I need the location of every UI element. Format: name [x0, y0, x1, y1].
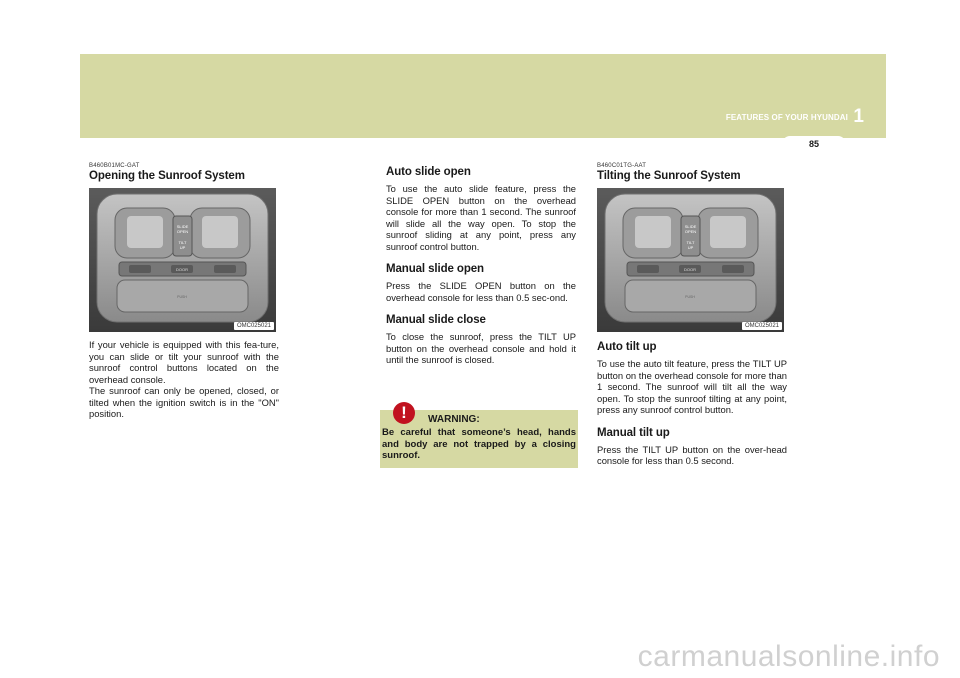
open-label: OPEN [684, 229, 697, 234]
warning-box [380, 403, 578, 468]
header-band [80, 54, 886, 138]
subsection-text: To use the auto slide feature, press the SLIDE OPEN button on the overhead console for more than 1 second. The sunroof will slide all the way open. To stop the sunroof sliding at any point, press any sunroof control button. [386, 183, 576, 252]
push-label: PUSH [177, 295, 187, 299]
warning-icon: ! [393, 402, 415, 424]
section-code: B460B01MC-GAT [89, 163, 140, 169]
tilt-label: TILT [686, 240, 695, 245]
figure-code: OMC025021 [742, 322, 782, 330]
door-label: DOOR [176, 267, 188, 272]
subsection-text: To use the auto tilt feature, press the TILT UP button on the overhead console for more than 1 second. The sunroof will tilt all the way open. To stop the sunroof tilting at any point, press any sunroof control button. [597, 358, 787, 415]
overhead-console-illustration [597, 188, 784, 332]
section-title: Tilting the Sunroof System [597, 170, 741, 182]
tilt-label: TILT [178, 240, 187, 245]
slide-label: SLIDE [684, 224, 697, 229]
up-label: UP [179, 245, 186, 250]
overhead-console-illustration [89, 188, 276, 332]
subsection-title: Auto slide open [386, 166, 471, 178]
subsection-title: Manual slide close [386, 314, 486, 326]
chapter-label: FEATURES OF YOUR HYUNDAI [725, 113, 848, 122]
section-title: Opening the Sunroof System [89, 170, 245, 182]
subsection-title: Auto tilt up [597, 341, 657, 353]
subsection-title: Manual tilt up [597, 426, 670, 439]
door-label: DOOR [684, 267, 696, 272]
figure-code: OMC025021 [234, 322, 274, 330]
page-number-tab [782, 136, 846, 152]
warning-title: WARNING: [428, 414, 480, 425]
subsection-text: Press the SLIDE OPEN button on the overhead console for less than 0.5 sec-ond. [386, 280, 576, 303]
chapter-number: 1 [853, 106, 864, 127]
column-slide [386, 165, 576, 366]
page-number: 85 [808, 139, 819, 149]
overhead-console-figure [597, 188, 784, 332]
column-opening-sunroof [89, 163, 279, 420]
subsection-title: Manual slide open [386, 263, 484, 275]
overhead-console-figure [89, 188, 276, 332]
subsection-text: To close the sunroof, press the TILT UP button on the overhead console and hold it until the sunroof is closed. [386, 331, 576, 365]
paragraph: If your vehicle is equipped with this fea-ture, you can slide or tilt your sunroof with the sunroof control buttons located on the overhead console. [89, 339, 279, 385]
open-label: OPEN [176, 229, 189, 234]
up-label: UP [687, 245, 694, 250]
subsection-text: Press the TILT UP button on the over-head console for less than 0.5 second. [597, 443, 787, 466]
column-tilting-sunroof [597, 163, 787, 467]
watermark-text: carmanualsonline.info [637, 640, 940, 673]
warning-text: Be careful that someone’s head, hands and body are not trapped by a closing sunroof. [382, 427, 576, 461]
slide-label: SLIDE [176, 224, 189, 229]
push-label: PUSH [685, 295, 695, 299]
paragraph: The sunroof can only be opened, closed, or tilted when the ignition switch is in the "ON" position. [89, 385, 279, 419]
section-code: B460C01TG-AAT [597, 163, 647, 169]
